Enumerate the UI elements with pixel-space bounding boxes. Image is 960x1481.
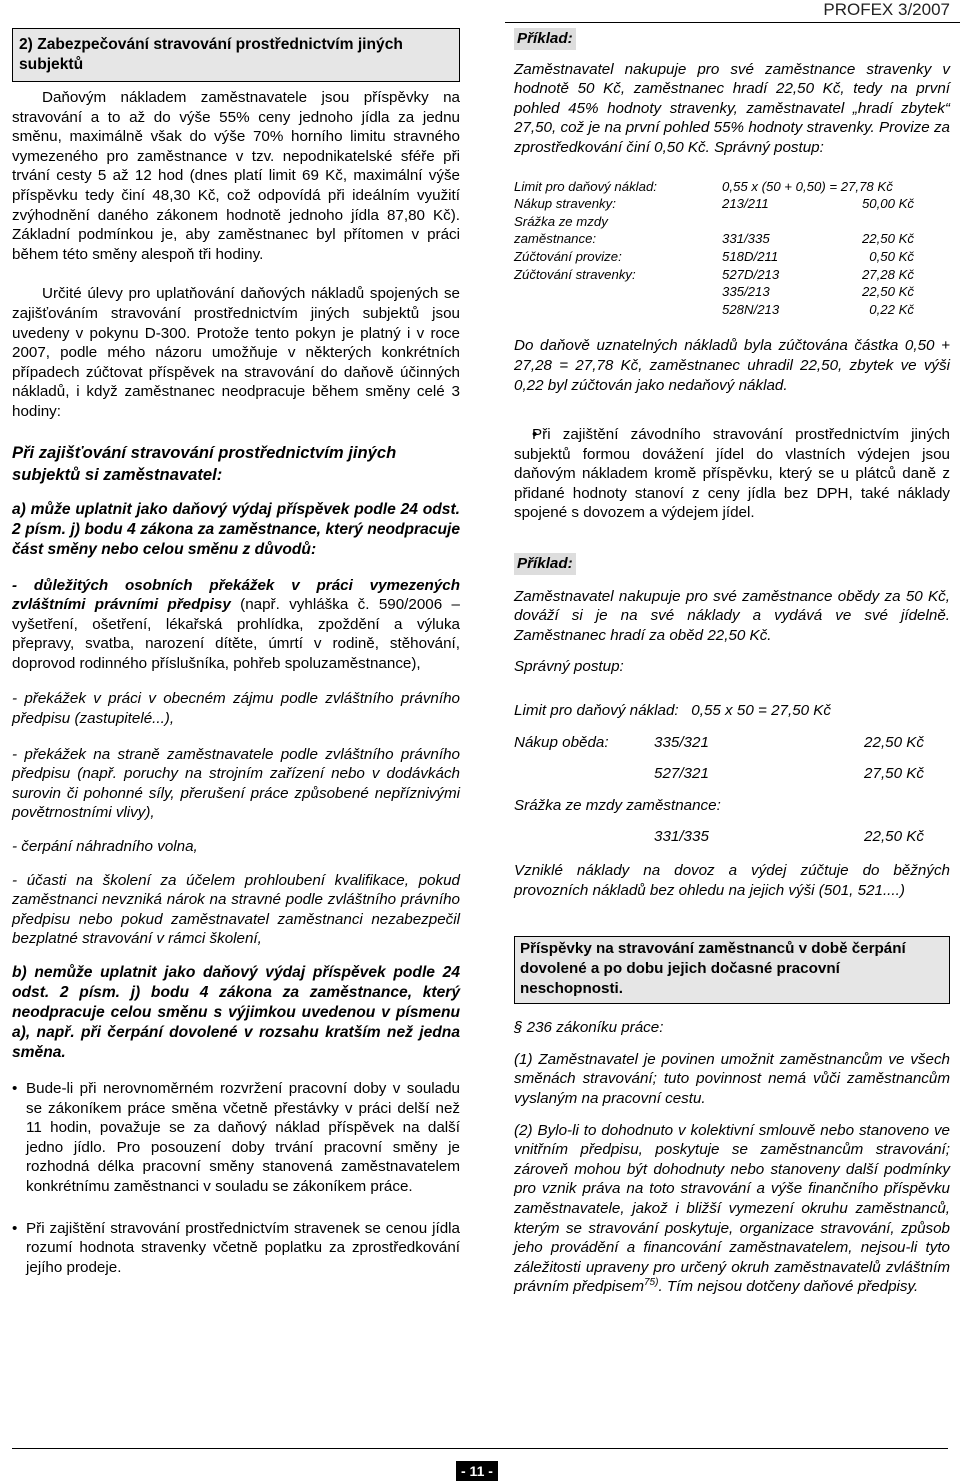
right-column [514, 28, 950, 1297]
header-divider [505, 22, 960, 23]
example-label-1: Příklad: [514, 28, 576, 50]
section-box-title: Příspěvky na stravování zaměstnanců v době čerpání dovolené a po dobu jejich dočasné pracovní neschopnosti. [520, 940, 906, 998]
example2-text: Zaměstnavatel nakupuje pro své zaměstnance obědy za 50 Kč, dováží si je na své náklady a vydává ve své jídelně. Zaměstnanec hradí za oběd 22,50 Kč. [514, 587, 950, 644]
example1-conclusion: Do daňově uznatelných nákladů byla zúčtována částka 0,50 + 27,28 = 27,78 Kč, zaměstnanec uhradil 22,50, zbytek ve výši 0,22 byl zúčtován jako nedaňový náklad. [514, 337, 950, 394]
reason-personal [12, 576, 460, 674]
table-row: zaměstnance: 331/335 22,50 Kč [514, 231, 914, 247]
reason-personal-bold: - důležitých osobních překážek v práci vymezených zvláštními právními předpisy [12, 576, 460, 614]
subheading-subjects: Při zajišťování stravování prostřednictvím jiných subjektů si zaměstnavatel: [12, 442, 397, 484]
footnote-ref: 75) [644, 1277, 659, 1289]
journal-header: PROFEX 3/2007 [823, 0, 950, 19]
example1-text: Zaměstnavatel nakupuje pro své zaměstnance stravenky v hodnotě 50 Kč, zaměstnanec hradí 22,50 Kč, tedy na první pohled 45% hodnoty stravenky, zaměstnavatel „hradí zbytek“ 27,50, což je na první pohled 55% hodnoty stravenky. Provize za zprostředkování činí 0,50 Kč. Správný postup: [514, 60, 950, 156]
table-row: Nákup stravenky: 213/211 50,00 Kč [514, 196, 914, 212]
example2-conclusion: Vzniklé náklady na dovoz a výdej zúčtuje do běžných provozních nákladů bez ohledu na jejich výši (501, 521....) [514, 862, 950, 899]
table-row: 335/213 22,50 Kč [722, 284, 914, 300]
section-title-box [12, 28, 460, 82]
paragraph-236-2: (2) Bylo-li to dohodnuto v kolektivní smlouvě nebo stanoveno ve vnitřním předpisu, poskytuje se zaměstnancům stravování; zároveň mohou být dohodnuty nebo stanoveny další podmínky pro vznik práva na toto stravování a výše finančního příspěvku zaměstnavatele, jakož i bližší vymezení okruhu zaměstnanců, kterým se stravování poskytuje, organizace stravování, způsob jeho provádění a financování zaměstnavatelem, nejsou-li tyto záležitosti upraveny pro určený okruh zaměstnavatelů zvláštním právním předpisem$^{75)}$. Tím nejsou dotčeny daňové předpisy. [514, 1121, 950, 1296]
example-label-2: Příklad: [514, 553, 576, 575]
reason-leave: - čerpání náhradního volna, [12, 838, 198, 856]
example2-procedure: Správný postup: [514, 658, 624, 676]
reason-personal-rest: (např. vyhláška č. 590/2006 – vyšetření, ošetření, lékařská prohlídka, zpoždění a výluka přepravy, svatba, narození dítěte, úmrtí v rodině, stěhování, doprovod rodinného příslušníka, pohřeb spoluzaměstnance), [12, 596, 460, 672]
point-a: a) může uplatnit jako daňový výdaj příspěvek podle 24 odst. 2 písm. j) bodu 4 zákona za zaměstnance, který neodpracuje část směny nebo celou směnu z důvodů: [12, 500, 460, 558]
example2-limit: Limit pro daňový náklad: 0,55 x 50 = 27,50 Kč [514, 702, 832, 720]
bullet-canteen: • Při zajištění závodního stravování prostřednictvím jiných subjektů formou dovážení jídel do vlastních výdejen jsou daňovým nákladem kromě příspěvku, který se u plátců daně z přidané hodnoty stanoví z ceny jídla bez DPH, také náklady spojené s dovozem a výdejem jídel. [514, 425, 950, 523]
example2-deduction: Srážka ze mzdy zaměstnance: [514, 796, 721, 814]
example1-table [514, 178, 950, 319]
section-box-leave [514, 936, 950, 1004]
d300-paragraph: Určité úlevy pro uplatňování daňových nákladů spojených se zajišťováním stravování prostřednictvím jiných subjektů jsou uvedeny v pokynu D-300. Protože tento pokyn je platný i v roce 2007, podle mého názoru umožňuje v některých konkrétních případech zúčtovat příspěvek na stravování do daňově účinných nákladů, i když zaměstnanec neodpracuje během směny celé 3 hodiny: [12, 285, 460, 420]
section-title: 2) Zabezpečování stravování prostřednictvím jiných subjektů [19, 36, 403, 73]
bullet-voucher: • Při zajištění stravování prostřednictvím stravenek se cenou jídla rozumí hodnota stravenky včetně poplatku za zprostředkování jejího prodeje. [12, 1219, 460, 1278]
table-row: 528N/213 0,22 Kč [722, 301, 914, 317]
intro-paragraph: Daňovým nákladem zaměstnavatele jsou příspěvky na stravování a to až do výše 55% ceny jednoho jídla za jednu směnu, maximálně však do výše 70% horního limitu stravného vymezeného pro zaměstnance v tzv. nepodnikatelské sféře při trvání cesty 5 až 12 hod (dnes platí limit 69 Kč, maximální výše příspěvku tedy činí 48,30 Kč, což odpovídá při ideálním využití zvýhodnění daného zákonem hodnotě jednoho jídla 87,80 Kč). Základní podmínkou je, aby zaměstnanec byl přítomen v práci během této směny alespoň tři hodiny. [12, 89, 460, 263]
example2-row: 331/335 22,50 Kč [654, 828, 924, 846]
paragraph-236: § 236 zákoníku práce: [514, 1019, 664, 1037]
table-row: Zúčtování provize: 518D/211 0,50 Kč [514, 248, 914, 264]
table-row: Zúčtování stravenky: 527D/213 27,28 Kč [514, 266, 914, 282]
example2-row: 527/321 27,50 Kč [654, 765, 924, 783]
point-b: b) nemůže uplatnit jako daňový výdaj příspěvek podle 24 odst. 2 písm. j) bodu 4 zákona za zaměstnance, který neodpracuje celou směnu s výjimkou uvedenou v písmenu a), např. při čerpání dovolené v rozsahu kratším než jedna směna. [12, 964, 460, 1061]
footer-divider [12, 1448, 948, 1449]
reason-employer: - překážek na straně zaměstnavatele podle zvláštního právního předpisu (např. poruchy na strojním zařízení nebo v dodávkách surovin či pohonné síly, přerušení práce způsobené nepříznivými povětrnostními vlivy), [12, 745, 460, 822]
page-number: - 11 - [456, 1461, 498, 1481]
left-column [12, 28, 460, 1277]
bullet-shift: • Bude-li při nerovnoměrném rozvržení pracovní doby v souladu se zákoníkem práce směna včetně přestávky v práci delší než 11 hodin, považuje se za daňový náklad příspěvek na další jedno jídlo. Pro posouzení doby trvání pracovní směny je rozhodná délka pracovní směny stanovená zaměstnavatelem konkrétnímu zaměstnanci v souladu se zákoníkem práce. [12, 1079, 460, 1197]
reason-training: - účasti na školení za účelem prohloubení kvalifikace, pokud zaměstnanci nevzniká nárok na stravné podle zvláštního právního předpisu nebo pokud zaměstnavatel zaměstnanci nezabezpečil bezplatné stravování v rámci školení, [12, 871, 460, 948]
example2-row: Nákup oběda: 335/321 22,50 Kč [514, 733, 924, 751]
table-row: Srážka ze mzdy [514, 213, 608, 229]
paragraph-236-1: (1) Zaměstnavatel je povinen umožnit zaměstnancům ve všech směnách stravování; tuto povinnost nemá vůči zaměstnancům vyslaným na pracovní cestu. [514, 1050, 950, 1107]
reason-public: - překážek v práci v obecném zájmu podle zvláštního právního předpisu (zastupitelé...), [12, 690, 460, 728]
table-row: Limit pro daňový náklad: 0,55 x (50 + 0,50) = 27,78 Kč [514, 178, 893, 194]
